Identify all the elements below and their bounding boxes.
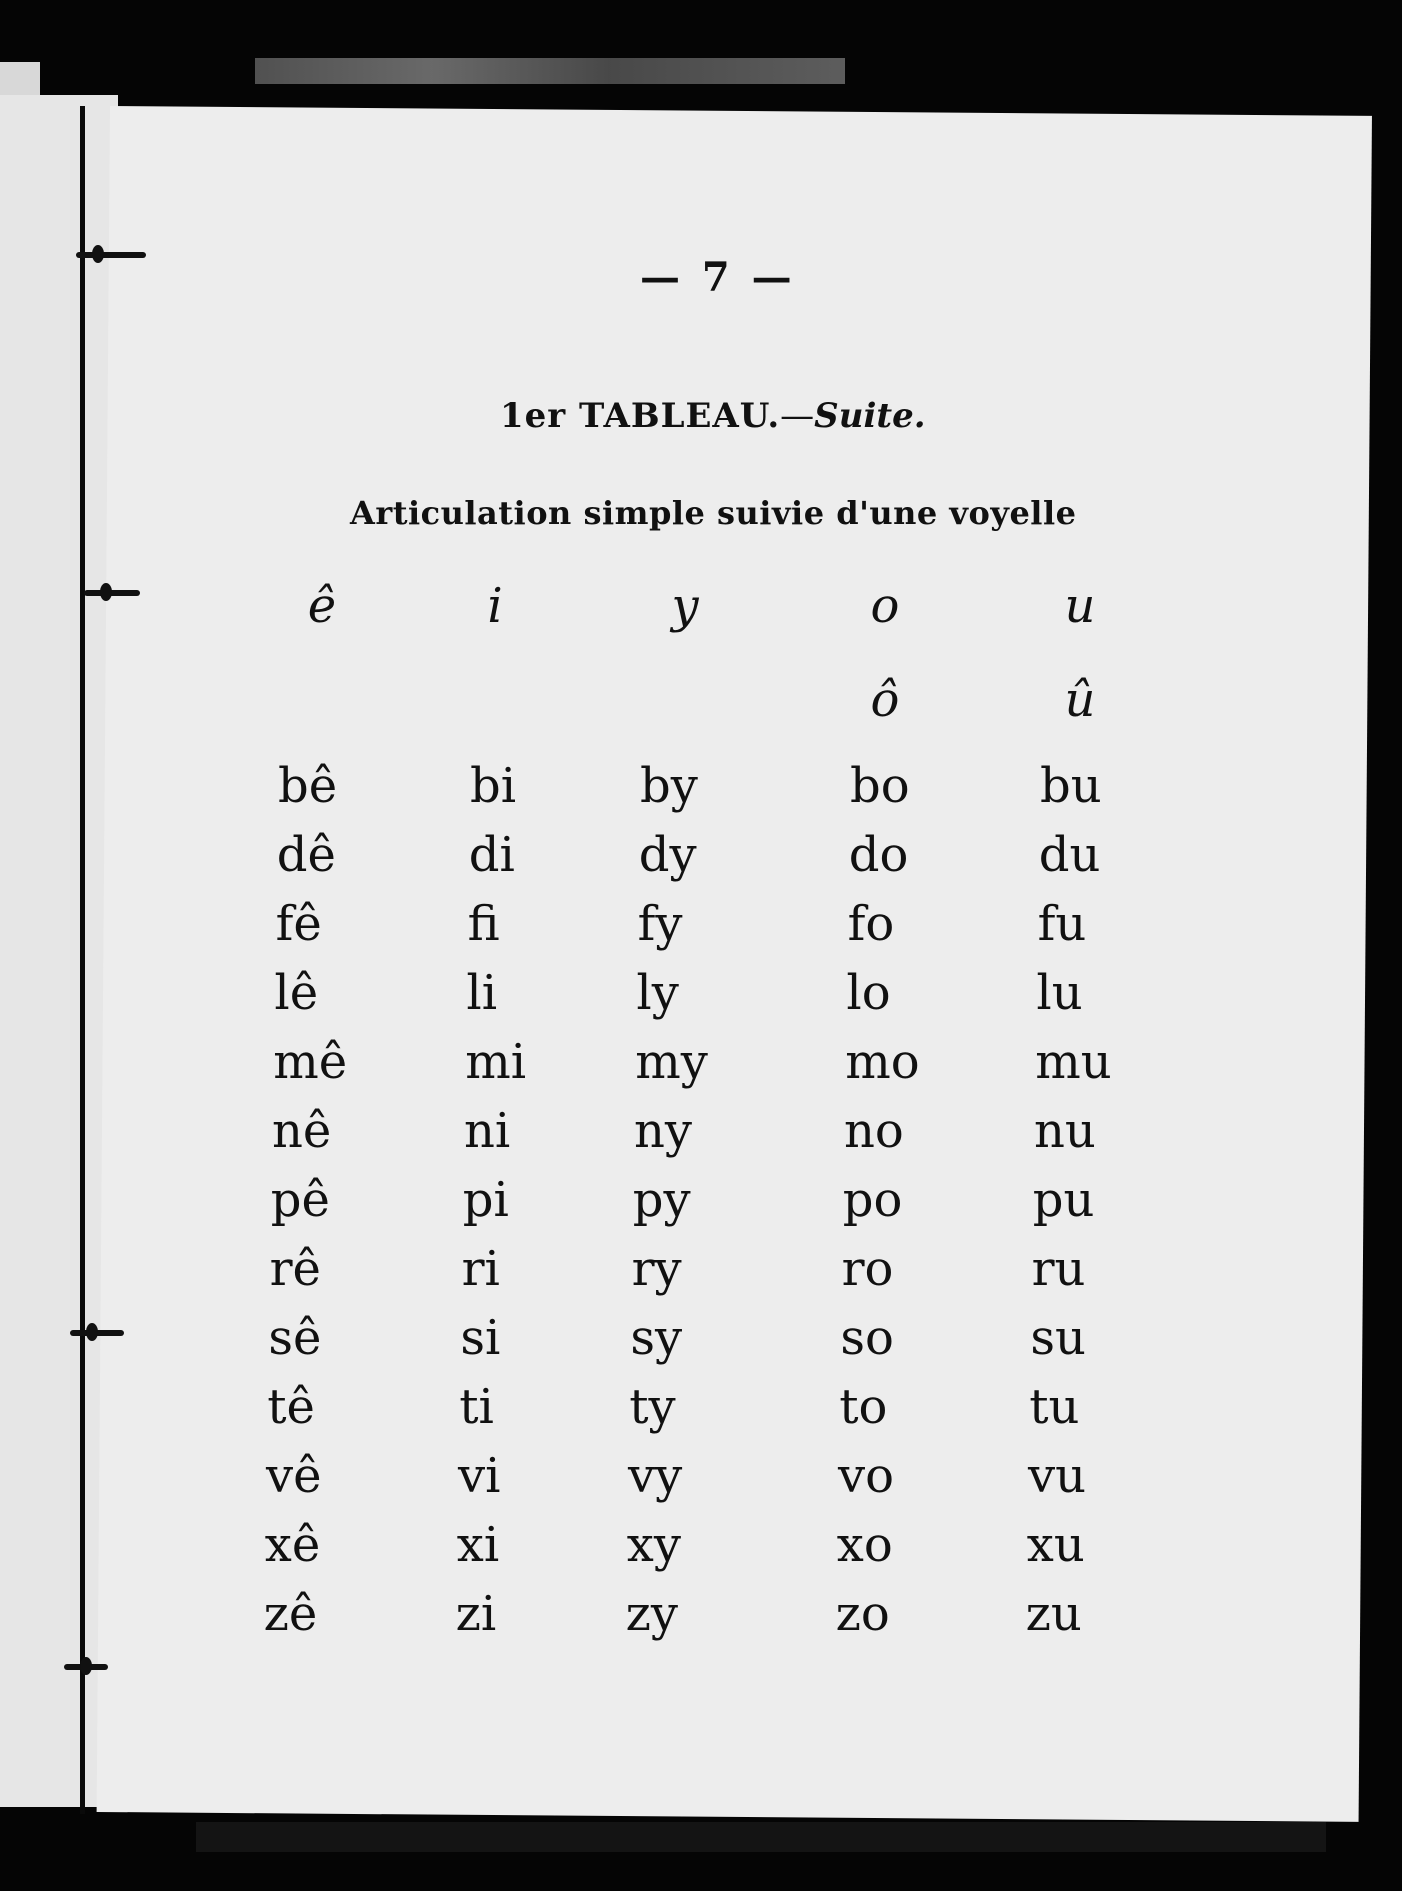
- vowel-header: i: [487, 578, 503, 634]
- binding-stitch: [84, 590, 140, 596]
- syllable-cell: fo: [847, 896, 895, 952]
- table-title: [500, 396, 926, 436]
- syllable-cell: my: [635, 1034, 708, 1090]
- syllable-cell: bo: [850, 758, 910, 814]
- syllable-cell: nê: [272, 1103, 332, 1159]
- syllable-cell: xê: [264, 1517, 321, 1573]
- syllable-cell: ti: [459, 1379, 494, 1435]
- syllable-cell: lê: [274, 965, 319, 1021]
- syllable-cell: di: [468, 827, 515, 883]
- syllable-cell: ni: [464, 1103, 511, 1159]
- table-title-main: 1er TABLEAU.: [500, 396, 781, 436]
- syllable-cell: vo: [838, 1448, 895, 1504]
- syllable-cell: ri: [461, 1241, 500, 1297]
- syllable-cell: bi: [470, 758, 517, 814]
- syllable-cell: xy: [626, 1517, 681, 1573]
- syllable-cell: pê: [270, 1172, 330, 1228]
- vowel-header: ê: [307, 578, 337, 634]
- syllable-cell: no: [844, 1103, 904, 1159]
- syllable-cell: ny: [634, 1103, 693, 1159]
- table-title-suite: Suite.: [814, 396, 926, 436]
- table-subtitle: Articulation simple suivie d'une voyelle: [350, 494, 1077, 532]
- syllable-cell: pu: [1032, 1172, 1095, 1228]
- syllable-cell: sê: [268, 1310, 322, 1366]
- syllable-cell: dy: [638, 827, 697, 883]
- syllable-cell: xi: [456, 1517, 500, 1573]
- vowel-header: u: [1064, 578, 1096, 634]
- syllable-cell: tu: [1029, 1379, 1080, 1435]
- syllable-cell: lu: [1036, 965, 1083, 1021]
- table-title-dash: —: [780, 396, 815, 436]
- binding-stitch: [64, 1664, 108, 1670]
- syllable-cell: fy: [637, 896, 683, 952]
- vowel-header: o: [870, 578, 900, 634]
- syllable-cell: nu: [1034, 1103, 1096, 1159]
- syllable-cell: sy: [630, 1310, 683, 1366]
- binding-thread: [80, 106, 85, 1814]
- syllable-cell: zê: [263, 1586, 318, 1642]
- syllable-cell: tê: [267, 1379, 315, 1435]
- syllable-cell: ro: [841, 1241, 894, 1297]
- scan-bottom-strip: [196, 1822, 1326, 1852]
- syllable-cell: xo: [836, 1517, 893, 1573]
- syllable-cell: fê: [275, 896, 322, 952]
- syllable-cell: mu: [1035, 1034, 1112, 1090]
- syllable-cell: mê: [273, 1034, 348, 1090]
- syllable-cell: do: [848, 827, 909, 883]
- syllable-cell: li: [466, 965, 498, 1021]
- syllable-cell: by: [640, 758, 698, 814]
- syllable-cell: zu: [1025, 1586, 1082, 1642]
- syllable-cell: vu: [1028, 1448, 1087, 1504]
- syllable-cell: bu: [1040, 758, 1102, 814]
- syllable-cell: ly: [636, 965, 679, 1021]
- syllable-cell: mo: [845, 1034, 920, 1090]
- syllable-cell: vê: [266, 1448, 322, 1504]
- vowel-header: y: [671, 578, 699, 634]
- syllable-cell: po: [842, 1172, 903, 1228]
- syllable-cell: mi: [465, 1034, 527, 1090]
- syllable-cell: ru: [1031, 1241, 1086, 1297]
- binding-stitch: [70, 1330, 124, 1336]
- scan-top-strip: [255, 58, 845, 84]
- syllable-cell: so: [840, 1310, 894, 1366]
- vowel-header-circumflex: û: [1064, 672, 1096, 728]
- syllable-cell: ry: [631, 1241, 682, 1297]
- syllable-cell: pi: [462, 1172, 509, 1228]
- syllable-cell: zo: [835, 1586, 890, 1642]
- syllable-cell: to: [839, 1379, 888, 1435]
- syllable-cell: du: [1038, 827, 1101, 883]
- vowel-header-circumflex: ô: [870, 672, 900, 728]
- syllable-cell: si: [460, 1310, 501, 1366]
- syllable-cell: dê: [276, 827, 336, 883]
- syllable-cell: xu: [1026, 1517, 1085, 1573]
- syllable-cell: su: [1030, 1310, 1086, 1366]
- syllable-cell: fi: [467, 896, 500, 952]
- syllable-cell: bê: [278, 758, 338, 814]
- syllable-cell: rê: [269, 1241, 321, 1297]
- syllable-cell: zy: [625, 1586, 678, 1642]
- syllable-cell: lo: [846, 965, 891, 1021]
- page-number: — 7 —: [640, 254, 796, 301]
- syllable-cell: ty: [629, 1379, 676, 1435]
- syllable-cell: vi: [458, 1448, 501, 1504]
- syllable-cell: zi: [455, 1586, 497, 1642]
- binding-stitch: [76, 252, 146, 258]
- syllable-cell: vy: [628, 1448, 683, 1504]
- syllable-cell: fu: [1037, 896, 1087, 952]
- syllable-cell: py: [632, 1172, 691, 1228]
